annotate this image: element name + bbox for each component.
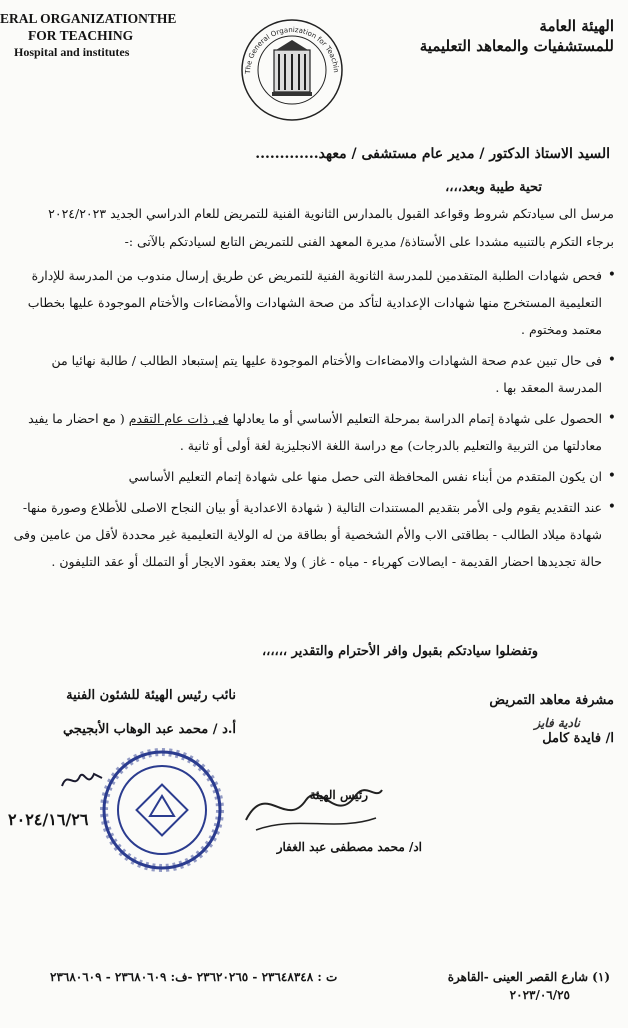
condition-item [10,405,616,459]
header-ar-line1: الهيئة العامة [539,17,614,35]
intro-line1: مرسل الى سيادتكم شروط وقواعد القبول بالمدارس الثانوية الفنية للتمريض للعام الدراسي الجديد ٢٠٢٤/٢٠٢٣ [48,206,614,221]
conditions-list [10,262,616,579]
footer-phones: ت : ٢٣٦٤٨٣٤٨ - ٢٣٦٢٠٢٦٥ -ف: ٢٣٦٨٠٦٠٩ - ٢٣٦٨٠٦٠٩ [50,970,338,984]
signature-title: رئيس الهيئة [309,788,368,802]
salutation: السيد الاستاذ الدكتور / مدير عام مستشفى / معهد............. [255,146,610,162]
intro-line2: برجاء التكرم بالتنبيه مشددا على الأستاذة/ مديرة المعهد الفنى للتمريض التابع لسيادتكم بالآتى :- [124,234,614,249]
signature-date: ٢٠٢٤/١٦/٢٦ [8,810,89,829]
signature-nursing-supervisor [434,690,614,750]
initials-scribble [58,768,106,792]
header-ar-line2: للمستشفيات والمعاهد التعليمية [419,37,614,55]
official-stamp [98,746,226,874]
condition-underlined: فى ذات عام التقدم [128,411,229,426]
signature-name: اد/ محمد مصطفى عبد الغفار [276,840,422,854]
condition-text: الحصول على شهادة إتمام الدراسة بمرحلة التعليم الأساسي أو ما يعادلها [228,411,602,426]
closing: وتفضلوا سيادتكم بقبول وافر الأحترام والتقدير ،،،،،، [261,644,538,659]
header-en-line2: FOR TEACHING [28,28,134,43]
condition-text: ( مع احضار ما يفيد معادلتها من التربية والتعليم بالدرجات) مع دراسة اللغة الانجليزية لغة أولى أو ثانية . [28,411,602,453]
signature-title: نائب رئيس الهيئة للشئون الفنية [66,688,236,703]
signature-title: مشرفة معاهد التمريض [489,693,614,708]
signature-name: أ.د / محمد عبد الوهاب الأبجيجي [62,722,236,737]
condition-item: • فى حال تبين عدم صحة الشهادات والامضاءات والأختام الموجودة عليها يتم إستبعاد الطالب / طالبة نهائيا من المدرسة المعقد بها . [10,347,616,401]
footer [50,968,610,1004]
condition-item: • عند التقديم يقوم ولى الأمر بتقديم المستندات التالية ( شهادة الاعدادية أو بيان النجاح الاصلى للأطلاع وصورة منها- شهادة ميلاد الطالب - بطاقتى الاب والأم الشخصية أو بطاقة من له الولاية التعليمية غير محددة لأقل من عامين وفى حالة تجديدها احضار القديمة - ايصالات كهرباء - مياه - غاز ) ولا يعتد بعقود الايجار أو التملك أو عقد التليفون . [10,494,616,575]
condition-item: • فحص شهادات الطلبة المتقدمين للمدرسة الثانوية الفنية للتمريض عن طريق إرسال مندوب من المدرسة للإدارة التعليمية المستخرج منها شهادات الإعدادية لتأكد من صحة الشهادات والأمضاءات والأختام الموجودة عليها بخطاب معتمد ومختوم . [10,262,616,343]
logo-text: The General Organization for Teachin [243,25,341,75]
condition-item: • ان يكون المتقدم من أبناء نفس المحافظة التى حصل منها على شهادة إتمام التعليم الأساسي [10,463,616,490]
header-english [0,10,220,61]
organization-logo [236,14,348,122]
greeting: تحية طيبة وبعد،،،، [445,180,542,195]
footer-date: ٢٠٢٣/٠٦/٢٥ [509,988,570,1002]
header-en-line3: Hospital and institutes [14,45,130,59]
signature-name: ا/ فايدة كامل [542,731,614,746]
header-arabic [364,16,614,56]
handwritten-signature: نادية فايز [534,716,580,730]
header-en-line1: ERAL ORGANIZATIONTHE [0,11,177,26]
footer-address: (١) شارع القصر العينى -القاهرة [447,970,610,984]
signature-vice-president [6,684,236,742]
signature-president [232,788,422,854]
